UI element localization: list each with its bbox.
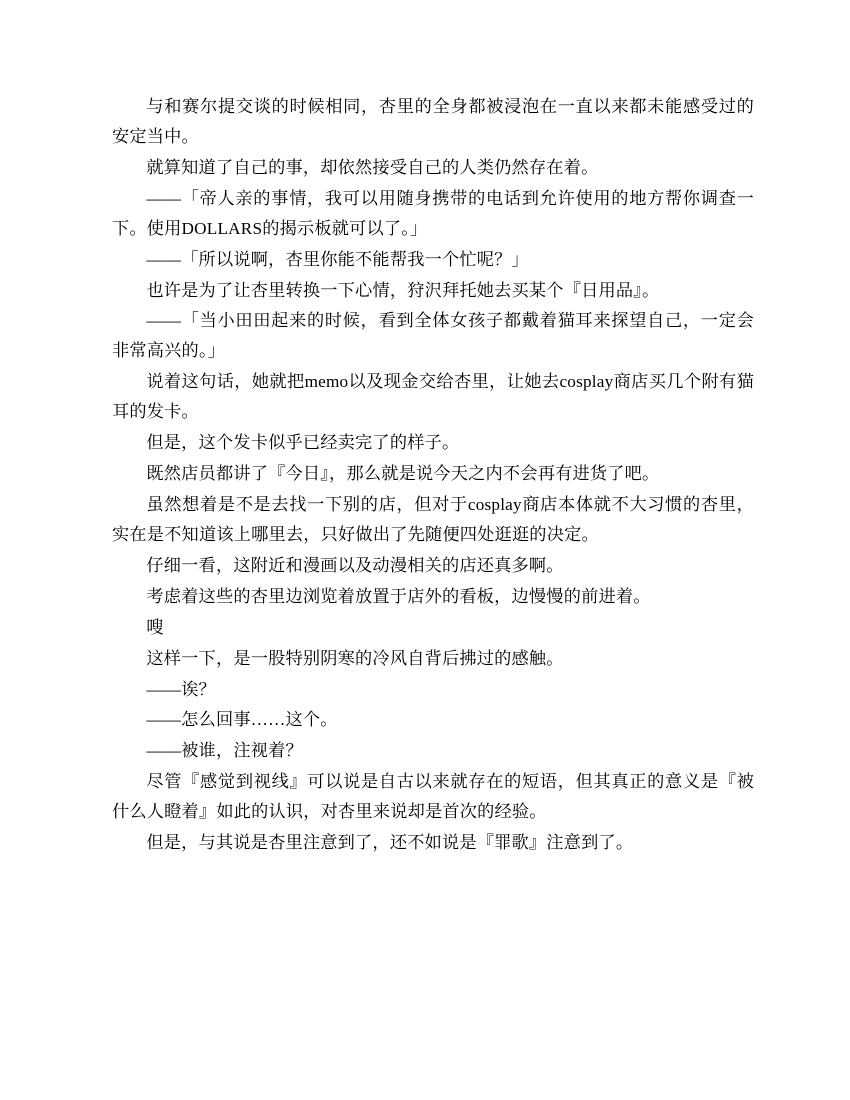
paragraph: 考虑着这些的杏里边浏览着放置于店外的看板，边慢慢的前进着。 — [146, 586, 651, 606]
paragraph: ——「当小田田起来的时候，看到全体女孩子都戴着猫耳来探望自己，一定会非常高兴的。」 — [112, 311, 754, 361]
document-body — [112, 92, 754, 858]
paragraph: ——怎么回事……这个。 — [146, 710, 338, 730]
paragraph: 尽管『感觉到视线』可以说是自古以来就存在的短语，但其真正的意义是『被什么人瞪着』如此的认识，对杏里来说却是首次的经验。 — [112, 772, 754, 822]
paragraph: 仔细一看，这附近和漫画以及动漫相关的店还真多啊。 — [146, 555, 564, 575]
paragraph: 这样一下，是一股特别阴寒的冷风自背后拂过的感触。 — [146, 648, 564, 668]
paragraph: 嗖 — [146, 617, 164, 637]
paragraph: 说着这句话，她就把memo以及现金交给杏里，让她去cosplay商店买几个附有猫耳的发卡。 — [112, 372, 754, 422]
paragraph: 但是，与其说是杏里注意到了，还不如说是『罪歌』注意到了。 — [146, 833, 634, 853]
paragraph: ——诶？ — [146, 679, 216, 699]
paragraph: 与和赛尔提交谈的时候相同，杏里的全身都被浸泡在一直以来都未能感受过的安定当中。 — [112, 97, 754, 146]
paragraph: ——被谁，注视着？ — [146, 741, 303, 761]
paragraph: 也许是为了让杏里转换一下心情，狩沢拜托她去买某个『日用品』。 — [146, 280, 660, 300]
paragraph: 虽然想着是不是去找一下别的店，但对于cosplay商店本体就不大习惯的杏里，实在是不知道该上哪里去，只好做出了先随便四处逛逛的决定。 — [112, 494, 754, 544]
paragraph: ——「帝人亲的事情，我可以用随身携带的电话到允许使用的地方帮你调查一下。使用DOLLARS的揭示板就可以了。」 — [112, 188, 754, 238]
paragraph: 就算知道了自己的事，却依然接受自己的人类仍然存在着。 — [146, 157, 599, 177]
paragraph: 既然店员都讲了『今日』，那么就是说今天之内不会再有进货了吧。 — [146, 464, 660, 484]
paragraph: ——「所以说啊，杏里你能不能帮我一个忙呢？」 — [146, 249, 529, 269]
paragraph: 但是，这个发卡似乎已经卖完了的样子。 — [146, 433, 460, 453]
